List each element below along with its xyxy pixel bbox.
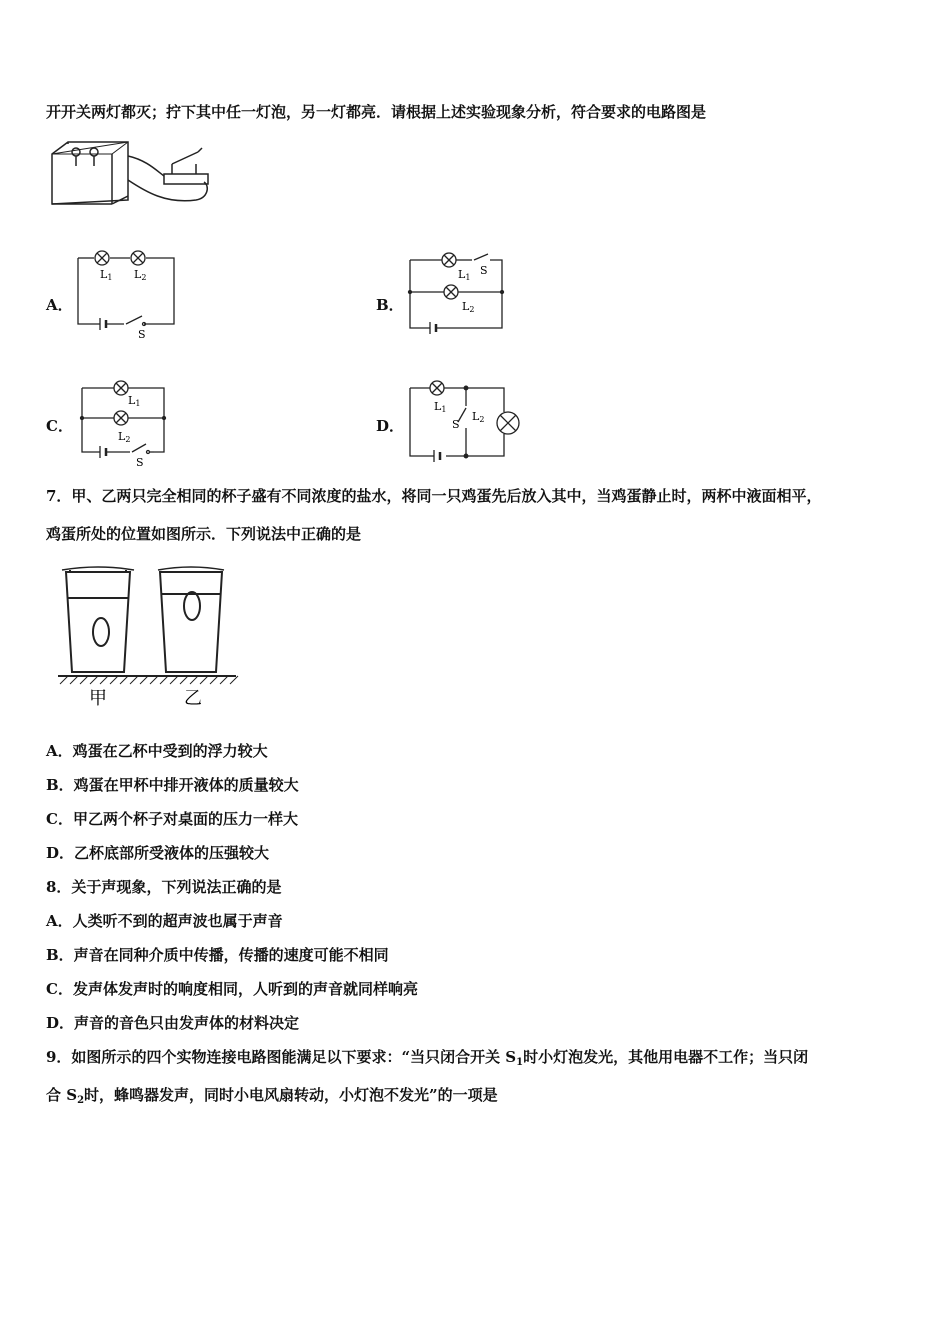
option-b-label: B．	[376, 296, 404, 314]
q9-stem-line-2: 合 $S_2$时，蜂鸣器发声，同时小电风扇转动，小灯泡不发光”的一项是	[46, 1086, 498, 1106]
svg-text:L1: L1	[434, 400, 447, 414]
cup-label-yi: 乙	[184, 688, 202, 709]
svg-text:L1: L1	[458, 268, 471, 282]
svg-text:L2: L2	[118, 430, 131, 444]
svg-text:S: S	[138, 328, 146, 341]
q8-option-a: A．人类听不到的超声波也属于声音	[46, 912, 283, 930]
circuit-a	[72, 248, 182, 341]
q7-option-a: A．鸡蛋在乙杯中受到的浮力较大	[46, 742, 268, 760]
circuit-d	[406, 376, 526, 462]
svg-text:L2: L2	[134, 268, 147, 282]
q8-option-b: B．声音在同种介质中传播，传播的速度可能不相同	[46, 946, 389, 964]
cup-label-jia: 甲	[89, 688, 107, 709]
svg-text:S: S	[136, 456, 144, 469]
cups-figure	[54, 566, 244, 711]
svg-text:L1: L1	[100, 268, 113, 282]
svg-text:L2: L2	[462, 300, 475, 314]
q8-option-d: D．声音的音色只由发声体的材料决定	[46, 1014, 300, 1032]
q7-option-b: B．鸡蛋在甲杯中排开液体的质量较大	[46, 776, 299, 794]
option-a-label: A．	[46, 296, 73, 314]
option-c-label: C．	[46, 417, 73, 435]
q7-stem-line-1: 7．甲、乙两只完全相同的杯子盛有不同浓度的盐水，将同一只鸡蛋先后放入其中，当鸡蛋静止时，两杯中液面相平，	[46, 487, 822, 505]
option-d-label: D．	[376, 417, 405, 435]
svg-text:L1: L1	[128, 394, 141, 408]
circuit-b	[406, 250, 506, 332]
svg-text:S: S	[452, 418, 460, 431]
svg-text:S: S	[480, 264, 488, 277]
intro-line: 开开关两灯都灭；拧下其中任一灯泡，另一灯都亮．请根据上述实验现象分析，符合要求的电路图是	[46, 103, 707, 121]
q9-stem-line-1: 9．如图所示的四个实物连接电路图能满足以下要求：“当只闭合开关 $S_1$时小灯泡发光，其他用电器不工作；当只闭	[46, 1048, 809, 1068]
q8-option-c: C．发声体发声时的响度相同，人听到的声音就同样响亮	[46, 980, 418, 998]
q8-stem: 8．关于声现象，下列说法正确的是	[46, 878, 282, 896]
q7-stem-line-2: 鸡蛋所处的位置如图所示．下列说法中正确的是	[46, 525, 362, 543]
q7-option-d: D．乙杯底部所受液体的压强较大	[46, 844, 270, 862]
q7-option-c: C．甲乙两个杯子对桌面的压力一样大	[46, 810, 298, 828]
apparatus-figure	[46, 134, 216, 214]
circuit-c	[78, 378, 178, 469]
svg-text:L2: L2	[472, 410, 485, 424]
